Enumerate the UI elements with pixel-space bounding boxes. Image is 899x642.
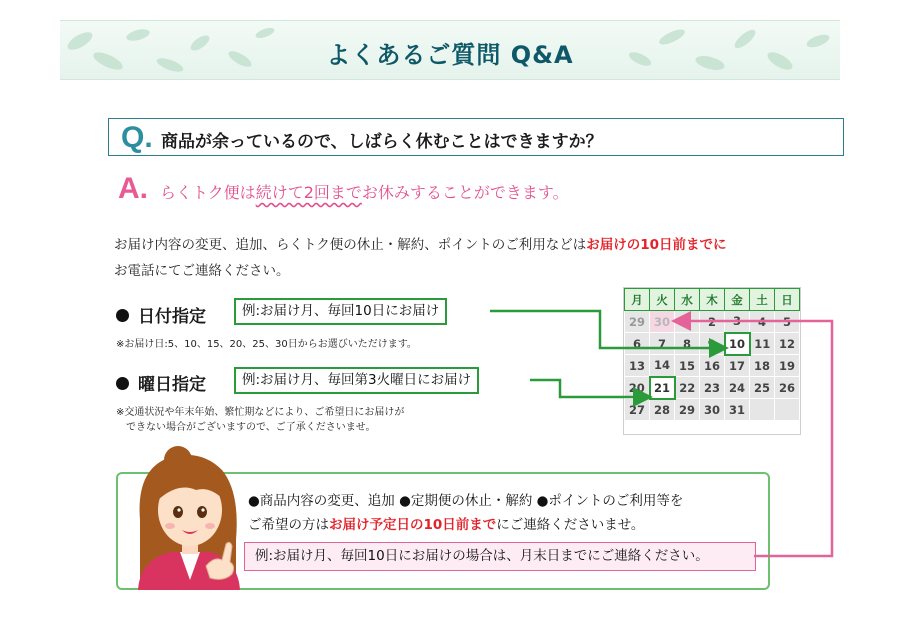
info-deadline: お届け予定日の10日前まで bbox=[329, 517, 497, 533]
calendar-day: 31 bbox=[725, 399, 750, 421]
calendar-day: 29 bbox=[675, 399, 700, 421]
page-title: よくあるご質問 Q&A bbox=[326, 41, 574, 69]
calendar-week bbox=[625, 311, 800, 333]
question-mark: Q. bbox=[121, 121, 153, 154]
calendar-day: 14 bbox=[650, 355, 675, 377]
paragraph-line2: お電話にてご連絡ください。 bbox=[114, 263, 290, 279]
weekday-spec-label bbox=[116, 370, 206, 395]
calendar-day: 30 bbox=[700, 399, 725, 421]
calendar-weekday: 水 bbox=[675, 289, 700, 311]
question-box bbox=[108, 118, 844, 156]
info-example-box: 例:お届け月、毎回10日にお届けの場合は、月末日までにご連絡ください。 bbox=[244, 542, 756, 571]
paragraph-line1: お届け内容の変更、追加、らくトク便の休止・解約、ポイントのご利用などは bbox=[114, 237, 587, 253]
calendar-day: 6 bbox=[625, 333, 650, 355]
question-text: 商品が余っているので、しばらく休むことはできますか？ bbox=[161, 132, 603, 152]
calendar-day: 16 bbox=[700, 355, 725, 377]
calendar-day: 4 bbox=[750, 311, 775, 333]
calendar-weekday-row bbox=[625, 289, 800, 311]
calendar-day: 15 bbox=[675, 355, 700, 377]
calendar-day: 22 bbox=[675, 377, 700, 399]
calendar-day: 24 bbox=[725, 377, 750, 399]
calendar-day bbox=[750, 399, 775, 421]
calendar-weekday: 火 bbox=[650, 289, 675, 311]
calendar-week bbox=[625, 355, 800, 377]
calendar-day: 29 bbox=[625, 311, 650, 333]
info-line2-after: にご連絡くださいませ。 bbox=[496, 517, 645, 533]
calendar-day: 1 bbox=[675, 311, 700, 333]
date-spec-label-text: 日付指定 bbox=[138, 307, 206, 327]
calendar-day: 9 bbox=[700, 333, 725, 355]
bullet-dot-icon bbox=[116, 377, 129, 390]
weekday-spec-note bbox=[116, 405, 404, 435]
calendar-day: 23 bbox=[700, 377, 725, 399]
calendar-day-month-end: 30 bbox=[650, 311, 675, 333]
info-line2-before: ご希望の方は bbox=[248, 517, 329, 533]
calendar-day: 20 bbox=[625, 377, 650, 399]
date-spec-note: ※お届け日:5、10、15、20、25、30日からお選びいただけます。 bbox=[116, 339, 417, 350]
info-line1: ●商品内容の変更、追加 ●定期便の休止・解約 ●ポイントのご利用等を bbox=[248, 493, 684, 509]
calendar-day-highlighted: 10 bbox=[725, 333, 750, 355]
calendar-week bbox=[625, 333, 800, 355]
date-spec-label bbox=[116, 302, 206, 327]
calendar-weekday: 金 bbox=[725, 289, 750, 311]
calendar-day: 7 bbox=[650, 333, 675, 355]
weekday-note-line2: できない場合がございますので、ご了承くださいませ。 bbox=[116, 422, 376, 433]
answer-text bbox=[160, 180, 569, 203]
answer-mark: A. bbox=[118, 172, 148, 205]
calendar-day: 5 bbox=[775, 311, 800, 333]
calendar-day: 26 bbox=[775, 377, 800, 399]
calendar-day: 3 bbox=[725, 311, 750, 333]
calendar-day: 12 bbox=[775, 333, 800, 355]
info-line2 bbox=[248, 513, 644, 533]
answer-text-before: らくトク便は bbox=[160, 183, 256, 202]
calendar-weekday: 土 bbox=[750, 289, 775, 311]
calendar-day-highlighted: 21 bbox=[650, 377, 675, 399]
calendar-day: 2 bbox=[700, 311, 725, 333]
date-spec-example: 例:お届け月、毎回10日にお届け bbox=[234, 298, 447, 325]
title-banner bbox=[60, 20, 840, 80]
calendar-weekday: 月 bbox=[625, 289, 650, 311]
weekday-spec-example: 例:お届け月、毎回第3火曜日にお届け bbox=[234, 367, 479, 394]
answer-text-after: お休みすることができます。 bbox=[361, 183, 569, 202]
weekday-spec-label-text: 曜日指定 bbox=[138, 375, 206, 395]
calendar-week bbox=[625, 399, 800, 421]
bullet-dot-icon bbox=[116, 309, 129, 322]
info-box bbox=[116, 472, 770, 590]
calendar-weekday: 日 bbox=[775, 289, 800, 311]
calendar-day: 17 bbox=[725, 355, 750, 377]
calendar-weekday: 木 bbox=[700, 289, 725, 311]
calendar-day: 25 bbox=[750, 377, 775, 399]
calendar bbox=[624, 288, 800, 421]
calendar-day: 19 bbox=[775, 355, 800, 377]
calendar-day: 27 bbox=[625, 399, 650, 421]
calendar-day: 28 bbox=[650, 399, 675, 421]
contact-paragraph bbox=[114, 232, 804, 284]
calendar-day: 18 bbox=[750, 355, 775, 377]
calendar-day bbox=[775, 399, 800, 421]
calendar-day: 11 bbox=[750, 333, 775, 355]
calendar-week bbox=[625, 377, 800, 399]
weekday-note-line1: ※交通状況や年末年始、繁忙期などにより、ご希望日にお届けが bbox=[116, 407, 405, 418]
paragraph-deadline: お届けの10日前までに bbox=[586, 237, 727, 253]
calendar-day: 8 bbox=[675, 333, 700, 355]
calendar-day: 13 bbox=[625, 355, 650, 377]
answer-text-underlined: 続けて2回まで bbox=[255, 183, 362, 202]
